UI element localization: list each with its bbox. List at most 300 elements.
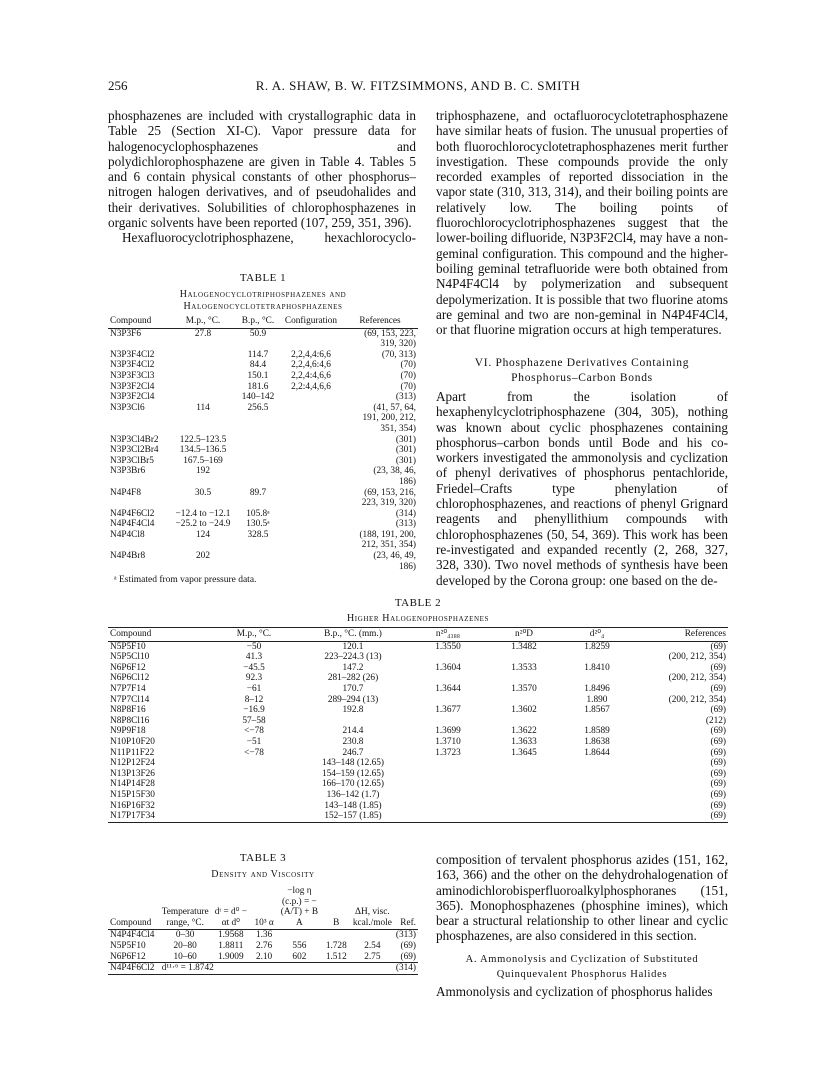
table-cell: 230.8 bbox=[342, 736, 364, 747]
table-cell: 328.5 bbox=[247, 529, 269, 540]
table-cell: N3P3Cl6 bbox=[110, 402, 145, 413]
table-row bbox=[108, 382, 418, 393]
column-header: n²⁰D bbox=[515, 629, 533, 639]
table-subtitle: Halogenocyclotriphosphazenes and bbox=[179, 289, 347, 300]
table-cell: N13P13F26 bbox=[110, 768, 155, 779]
table-cell: (313) bbox=[395, 930, 416, 941]
table-cell: 2,2,4:4,6,6 bbox=[291, 370, 331, 381]
table-cell: N5P5F10 bbox=[110, 940, 146, 951]
table-cell bbox=[280, 392, 342, 403]
table-row bbox=[108, 371, 418, 382]
table-subtitle: Density and Viscosity bbox=[211, 869, 315, 880]
column-header: −log η (c.p.) = −(A/T) + B A bbox=[280, 886, 319, 928]
table-cell: (313) bbox=[395, 392, 416, 403]
column-header: Ref. bbox=[400, 917, 416, 928]
table-cell: (69) bbox=[710, 779, 726, 790]
page-number: 256 bbox=[108, 78, 128, 93]
table-footnote: ᵃ Estimated from vapor pressure data. bbox=[114, 575, 257, 586]
table-row bbox=[108, 758, 728, 769]
table-cell: 1.3533 bbox=[511, 662, 537, 673]
table-row bbox=[108, 930, 418, 941]
table-cell: (200, 212, 354) bbox=[668, 673, 726, 684]
table-cell bbox=[486, 673, 562, 684]
table-cell: 281–282 (26) bbox=[327, 673, 379, 684]
table-cell: −45.5 bbox=[243, 662, 265, 673]
table-cell: 1.512 bbox=[325, 951, 347, 962]
column-header: M.p., °C. bbox=[236, 629, 272, 639]
table-row bbox=[108, 963, 418, 975]
table-cell: (200, 212, 354) bbox=[668, 652, 726, 663]
table-cell: (41, 57, 64, 191, 200, 212, 351, 354) bbox=[362, 402, 416, 434]
table-cell: 214.4 bbox=[342, 726, 364, 737]
table-cell: (313) bbox=[395, 519, 416, 530]
table-cell bbox=[296, 716, 410, 727]
table-cell: <−78 bbox=[244, 747, 264, 758]
column-header: B.p., °C. (mm.) bbox=[324, 629, 382, 639]
table-cell: 1.8410 bbox=[584, 662, 610, 673]
table-cell: N8P8F16 bbox=[110, 705, 146, 716]
table-cell: 192 bbox=[196, 466, 210, 477]
table-cell bbox=[322, 930, 351, 941]
table-cell: N11P11F22 bbox=[110, 747, 155, 758]
column-header: 10³ α bbox=[254, 917, 274, 928]
data-table bbox=[108, 885, 418, 975]
data-table bbox=[108, 315, 418, 572]
table-cell bbox=[170, 350, 236, 361]
table-cell bbox=[236, 445, 280, 456]
table-row bbox=[108, 445, 418, 456]
table-cell: 140–142 bbox=[241, 392, 275, 403]
table-cell: 1.8644 bbox=[584, 747, 610, 758]
table-cell: (212) bbox=[705, 715, 726, 726]
table-cell: (69) bbox=[710, 747, 726, 758]
table-cell: (69) bbox=[710, 768, 726, 779]
table-row bbox=[108, 811, 728, 822]
table-row bbox=[108, 328, 418, 350]
column-header: dᵗ = d⁰ − αt d⁰ bbox=[214, 907, 247, 928]
table-cell bbox=[280, 403, 342, 435]
table-row bbox=[108, 716, 728, 727]
table-cell bbox=[236, 435, 280, 446]
table-row bbox=[108, 551, 418, 572]
table-cell: (70) bbox=[400, 360, 416, 371]
table-cell: 2.54 bbox=[364, 940, 381, 951]
table-row bbox=[108, 350, 418, 361]
table-cell: 1.9009 bbox=[218, 951, 244, 962]
table-cell: N7P7F14 bbox=[110, 683, 146, 694]
table-cell: 1.8496 bbox=[584, 683, 610, 694]
table-cell: (69) bbox=[710, 811, 726, 822]
table-cell: 1.3482 bbox=[511, 641, 537, 652]
table-cell: N16P16F32 bbox=[110, 800, 155, 811]
column-header: B.p., °C. bbox=[241, 316, 275, 326]
table-cell: 1.3570 bbox=[511, 683, 537, 694]
table-cell: 2,2,4,6:4,6 bbox=[291, 360, 331, 371]
table-cell: (69) bbox=[710, 662, 726, 673]
table-cell: N3P3F6 bbox=[110, 328, 142, 339]
table-cell bbox=[280, 445, 342, 456]
table-cell: 1.3602 bbox=[511, 705, 537, 716]
table-cell: 1.8567 bbox=[584, 705, 610, 716]
table-cell bbox=[486, 801, 562, 812]
table-row bbox=[108, 509, 418, 520]
table-row bbox=[108, 663, 728, 674]
column-header: M.p., °C. bbox=[185, 316, 221, 326]
table-cell bbox=[212, 811, 296, 822]
table-cell bbox=[236, 466, 280, 487]
table-2 bbox=[108, 597, 728, 823]
table-row bbox=[108, 941, 418, 952]
table-cell bbox=[410, 769, 486, 780]
table-row bbox=[108, 530, 418, 551]
table-cell: N14P14F28 bbox=[110, 779, 155, 790]
table-cell: (70) bbox=[400, 370, 416, 381]
table-cell bbox=[277, 930, 322, 941]
table-cell bbox=[486, 790, 562, 801]
column-header: Compound bbox=[110, 316, 152, 326]
table-cell: 20–80 bbox=[173, 940, 197, 951]
table-cell: 143–148 (12.65) bbox=[322, 758, 384, 769]
table-cell: 120.1 bbox=[342, 641, 364, 652]
table-cell: (69) bbox=[400, 951, 416, 962]
table-cell: (200, 212, 354) bbox=[668, 694, 726, 705]
table-row bbox=[108, 466, 418, 487]
table-cell: 202 bbox=[196, 551, 210, 562]
table-cell bbox=[212, 769, 296, 780]
paragraph: Hexafluorocyclotriphosphazene, hexachlorocyclo- bbox=[122, 230, 416, 246]
table-cell bbox=[486, 652, 562, 663]
data-table bbox=[108, 627, 728, 823]
table-cell: N4P4Cl8 bbox=[110, 529, 145, 540]
table-cell: 150.1 bbox=[247, 370, 269, 381]
table-cell: (69) bbox=[710, 726, 726, 737]
table-cell: 1.3644 bbox=[435, 683, 461, 694]
table-cell: 1.3604 bbox=[435, 662, 461, 673]
table-cell: N3P3F2Cl4 bbox=[110, 381, 155, 392]
table-cell: 143–148 (1.85) bbox=[324, 800, 382, 811]
table-cell: −51 bbox=[246, 736, 262, 747]
table-row bbox=[108, 641, 728, 652]
table-cell: 124 bbox=[196, 529, 210, 540]
table-cell bbox=[486, 811, 562, 822]
table-cell bbox=[410, 758, 486, 769]
table-cell: 256.5 bbox=[247, 402, 269, 413]
table-cell: N12P12F24 bbox=[110, 758, 155, 769]
table-cell: 27.8 bbox=[194, 328, 212, 339]
table-cell: 556 bbox=[292, 940, 307, 951]
table-cell: 1.3699 bbox=[435, 726, 461, 737]
table-3 bbox=[108, 852, 418, 975]
table-subtitle: Higher Halogenophosphazenes bbox=[346, 613, 490, 624]
table-cell: −16.9 bbox=[243, 705, 265, 716]
table-cell: N10P10F20 bbox=[110, 736, 155, 747]
table-cell: N4P4F6Cl2 bbox=[110, 963, 155, 974]
table-cell: N3P3F3Cl3 bbox=[110, 370, 155, 381]
table-cell bbox=[410, 716, 486, 727]
column-header: References bbox=[359, 316, 401, 326]
table-row bbox=[108, 705, 728, 716]
table-cell: 289–294 (13) bbox=[327, 694, 379, 705]
table-cell: 84.4 bbox=[249, 360, 267, 371]
table-cell: 122.5–123.5 bbox=[179, 434, 227, 445]
table-cell bbox=[280, 466, 342, 487]
table-cell bbox=[212, 758, 296, 769]
table-row bbox=[108, 695, 728, 706]
table-cell: 1.3622 bbox=[511, 726, 537, 737]
table-cell: 10–60 bbox=[173, 951, 197, 962]
section-heading: Phosphorus–Carbon Bonds bbox=[511, 372, 653, 384]
table-cell bbox=[562, 673, 632, 684]
table-cell: 0–30 bbox=[175, 930, 195, 941]
table-cell bbox=[410, 811, 486, 822]
table-cell: 1.8259 bbox=[584, 641, 610, 652]
table-caption: TABLE 3 bbox=[239, 852, 287, 864]
table-cell bbox=[410, 652, 486, 663]
table-cell: (70) bbox=[400, 381, 416, 392]
table-row bbox=[108, 652, 728, 663]
table-cell bbox=[280, 519, 342, 530]
table-row bbox=[108, 673, 728, 684]
table-cell bbox=[351, 930, 394, 941]
table-cell: (314) bbox=[395, 508, 416, 519]
table-cell bbox=[212, 790, 296, 801]
table-cell: (69) bbox=[710, 800, 726, 811]
table-cell bbox=[212, 779, 296, 790]
table-cell bbox=[170, 371, 236, 382]
table-cell: N5P5F10 bbox=[110, 641, 146, 652]
table-cell: 181.6 bbox=[247, 381, 269, 392]
left-column-text bbox=[108, 108, 416, 246]
table-cell: 2.75 bbox=[364, 951, 381, 962]
table-cell bbox=[562, 758, 632, 769]
table-cell bbox=[562, 790, 632, 801]
paragraph: phosphazenes are included with crystallographic data in Table 25 (Section XI-C). Vapor pressure data for halogenocyclophosphazenes and polydichlorophosphazene are given in Table 4. Tables 5 and 6 contain physical constants of other phosphorus–nitrogen halogen derivatives, and of pseudohalides and their derivatives. Solubilities of chlorophosphazenes in organic solvents have been reported (107, 259, 351, 396). bbox=[108, 108, 416, 231]
table-cell: 105.8ᵃ bbox=[246, 508, 270, 519]
table-cell: N5P5Cl10 bbox=[110, 652, 150, 663]
table-cell: N3P3ClBr5 bbox=[110, 455, 154, 466]
table-row bbox=[108, 790, 728, 801]
table-cell: 223–224.3 (13) bbox=[324, 652, 382, 663]
table-cell: 89.7 bbox=[249, 487, 267, 498]
table-cell: 192.8 bbox=[342, 705, 364, 716]
table-cell bbox=[410, 673, 486, 684]
table-cell bbox=[562, 811, 632, 822]
table-cell: 50.9 bbox=[249, 328, 267, 339]
table-cell: N3P3F4Cl2 bbox=[110, 349, 155, 360]
table-cell: N4P4Br8 bbox=[110, 551, 146, 562]
table-cell: 1.890 bbox=[586, 694, 608, 705]
table-cell: (314) bbox=[395, 963, 416, 974]
table-cell bbox=[236, 551, 280, 572]
table-cell: 1.3677 bbox=[435, 705, 461, 716]
column-header: ΔH, visc. kcal./mole bbox=[352, 907, 392, 928]
table-cell bbox=[212, 801, 296, 812]
table-subtitle: Halogenocyclotetraphosphazenes bbox=[183, 301, 343, 312]
table-cell bbox=[486, 779, 562, 790]
table-cell: N7P7Cl14 bbox=[110, 694, 150, 705]
table-1 bbox=[108, 272, 418, 585]
table-cell: N8P8Cl16 bbox=[110, 715, 150, 726]
table-cell: (23, 46, 49, 186) bbox=[373, 551, 416, 572]
table-cell bbox=[280, 488, 342, 509]
table-cell: (301) bbox=[395, 434, 416, 445]
table-cell bbox=[170, 392, 236, 403]
table-cell: 8–12 bbox=[244, 694, 264, 705]
table-cell: N3P3Br6 bbox=[110, 466, 146, 477]
table-cell: N6P6F12 bbox=[110, 951, 146, 962]
paragraph: triphosphazene, and octafluorocyclotetraphosphazene have similar heats of fusion. The unusual properties of both fluorochlorocyclotetraphosphazenes merit further investigation. These compounds provide the only recorded examples of reported dissociation in the vapor state (310, 313, 314), and their boiling points are relatively low. The boiling points of fluorochlorocyclotriphosphazenes suggest that the lower-boiling difluoride, N3P3F2Cl4, may have a non-geminal configuration. This compound and the higher-boiling geminal tetrafluoride were both obtained from N4P4F4Cl4 by polymerization and subsequent depolymerization. It is possible that two fluorine atoms are geminal and two are non-geminal in N4P4F4Cl4, or that fluorine migration occurs at high temperatures. bbox=[436, 108, 728, 338]
table-cell bbox=[486, 758, 562, 769]
table-row bbox=[108, 748, 728, 759]
table-row bbox=[108, 769, 728, 780]
table-cell: N3P3Cl4Br2 bbox=[110, 434, 159, 445]
table-cell: N3P3F4Cl2 bbox=[110, 360, 155, 371]
table-cell: 114 bbox=[196, 402, 210, 413]
table-cell: 1.3645 bbox=[511, 747, 537, 758]
column-header: References bbox=[684, 629, 726, 639]
right-column-bottom-text bbox=[436, 852, 728, 944]
table-cell: (69, 153, 223, 319, 320) bbox=[364, 328, 416, 350]
table-cell: N17P17F34 bbox=[110, 811, 155, 822]
table-cell: N4P4F4Cl4 bbox=[110, 930, 155, 941]
table-row bbox=[108, 952, 418, 963]
table-cell bbox=[280, 551, 342, 572]
table-cell: N6P6F12 bbox=[110, 662, 146, 673]
table-cell bbox=[562, 769, 632, 780]
table-caption: TABLE 2 bbox=[394, 597, 442, 609]
table-cell: N9P9F18 bbox=[110, 726, 146, 737]
table-cell: −61 bbox=[246, 683, 262, 694]
table-cell bbox=[280, 435, 342, 446]
table-cell bbox=[280, 328, 342, 350]
table-cell bbox=[562, 716, 632, 727]
table-cell: (69) bbox=[710, 789, 726, 800]
column-header: B bbox=[333, 917, 340, 928]
table-cell: 1.36 bbox=[255, 930, 273, 941]
table-cell bbox=[562, 779, 632, 790]
table-cell: 1.9568 bbox=[218, 930, 244, 941]
column-header: Temperature range, °C. bbox=[161, 907, 209, 928]
table-cell: 167.5–169 bbox=[183, 455, 223, 466]
table-cell: (69) bbox=[710, 641, 726, 652]
column-header: Compound bbox=[110, 917, 152, 928]
table-cell: 134.5–136.5 bbox=[179, 445, 227, 456]
paragraph: Ammonolysis and cyclization of phosphorus halides bbox=[436, 984, 713, 999]
table-cell bbox=[410, 695, 486, 706]
table-cell: N15P15F30 bbox=[110, 789, 155, 800]
table-cell bbox=[280, 456, 342, 467]
table-row bbox=[108, 488, 418, 509]
column-header: n²⁰₄₃₈₈ bbox=[435, 629, 461, 639]
column-header: d²⁰₄ bbox=[589, 629, 605, 639]
table-cell: 114.7 bbox=[247, 349, 269, 360]
table-cell: 30.5 bbox=[194, 487, 212, 498]
table-cell: N4P4F6Cl2 bbox=[110, 508, 155, 519]
running-authors: R. A. SHAW, B. W. FITZSIMMONS, AND B. C. SMITH bbox=[255, 78, 581, 93]
table-row bbox=[108, 403, 418, 435]
table-cell bbox=[410, 790, 486, 801]
table-cell: 136–142 (1.7) bbox=[326, 789, 380, 800]
table-cell bbox=[236, 456, 280, 467]
table-row bbox=[108, 360, 418, 371]
table-cell: 1.728 bbox=[325, 940, 347, 951]
right-column-text bbox=[436, 108, 728, 337]
column-header: Configuration bbox=[284, 316, 338, 326]
paragraph: composition of tervalent phosphorus azides (151, 162, 163, 366) and the other on the dehydrohalogenation of aminodichlorobisperfluoroalkylphosphoranes (151, 365). Monophosphazenes (phosphine imines), which bear a structural relationship to other linear and cyclic phosphazenes, are also considered in this section. bbox=[436, 852, 728, 944]
table-cell: −50 bbox=[246, 641, 262, 652]
table-row bbox=[108, 726, 728, 737]
table-cell bbox=[410, 779, 486, 790]
table-cell: d¹¹·⁶ = 1.8742 bbox=[161, 963, 214, 974]
table-cell: 602 bbox=[292, 951, 307, 962]
table-cell: (69, 153, 216, 223, 319, 320) bbox=[361, 487, 416, 509]
section-vi bbox=[436, 356, 728, 588]
table-row bbox=[108, 435, 418, 446]
section-heading: VI. Phosphazene Derivatives Containing bbox=[474, 357, 690, 369]
table-cell bbox=[410, 801, 486, 812]
table-cell: 154–159 (12.65) bbox=[322, 768, 384, 779]
table-cell: 2,2,4,4:6,6 bbox=[291, 349, 331, 360]
table-cell: 170.7 bbox=[342, 683, 364, 694]
paragraph: Apart from the isolation of hexaphenylcyclotriphosphazene (304, 305), nothing was known about cyclic phosphazenes containing phosphorus–carbon bonds until Bode and his co-workers investigated the ammonolysis and cyclization of phenyl derivatives of phosphorus pentachloride, Friedel–Crafts type phenylation of chlorophosphazenes, and reactions of phenyl Grignard reagents and phenyllithium compounds with chlorophosphazenes (50, 54, 369). This work has been re-investigated and expanded recently (2, 268, 327, 328, 330). Two novel methods of synthesis have been developed by the Corona group: one based on the de- bbox=[436, 389, 728, 588]
table-cell: (301) bbox=[395, 445, 416, 456]
table-cell: <−78 bbox=[244, 726, 264, 737]
table-cell: 1.3723 bbox=[435, 747, 461, 758]
table-cell bbox=[280, 509, 342, 520]
table-cell bbox=[170, 360, 236, 371]
table-row bbox=[108, 737, 728, 748]
table-cell bbox=[280, 530, 342, 551]
table-cell: N6P6Cl12 bbox=[110, 673, 150, 684]
table-cell: 1.3710 bbox=[435, 736, 461, 747]
table-cell: −25.2 to −24.9 bbox=[175, 519, 231, 530]
table-cell: (70, 313) bbox=[381, 349, 416, 360]
table-cell: 2,2:4,4,6,6 bbox=[291, 381, 331, 392]
table-cell: 246.7 bbox=[342, 747, 364, 758]
table-cell: (69) bbox=[710, 683, 726, 694]
table-row bbox=[108, 801, 728, 812]
table-cell: 2.10 bbox=[255, 951, 273, 962]
table-cell: (69) bbox=[400, 940, 416, 951]
table-cell: N3P3F2Cl4 bbox=[110, 392, 155, 403]
table-cell: N4P4F8 bbox=[110, 487, 142, 498]
table-caption: TABLE 1 bbox=[239, 272, 287, 284]
table-cell: N4P4F4Cl4 bbox=[110, 519, 155, 530]
table-cell: 1.8811 bbox=[218, 940, 244, 951]
table-cell bbox=[486, 716, 562, 727]
table-cell: (23, 38, 46, 186) bbox=[373, 466, 416, 487]
table-cell: 1.3633 bbox=[511, 736, 537, 747]
table-row bbox=[108, 456, 418, 467]
table-cell bbox=[562, 801, 632, 812]
table-cell: 152–157 (1.85) bbox=[324, 811, 382, 822]
table-cell bbox=[486, 695, 562, 706]
table-cell: 166–170 (12.65) bbox=[322, 779, 384, 790]
section-a bbox=[436, 952, 728, 999]
table-cell: 2.76 bbox=[255, 940, 273, 951]
table-cell: (301) bbox=[395, 455, 416, 466]
table-cell: (69) bbox=[710, 705, 726, 716]
table-cell: 41.3 bbox=[245, 652, 263, 663]
table-cell: 130.5ᵃ bbox=[246, 519, 270, 530]
table-cell: 92.3 bbox=[245, 673, 263, 684]
table-cell: (69) bbox=[710, 736, 726, 747]
table-cell: 57–58 bbox=[242, 715, 266, 726]
table-cell: −12.4 to −12.1 bbox=[175, 508, 231, 519]
column-header: Compound bbox=[110, 629, 152, 639]
table-cell bbox=[562, 652, 632, 663]
table-row bbox=[108, 779, 728, 790]
